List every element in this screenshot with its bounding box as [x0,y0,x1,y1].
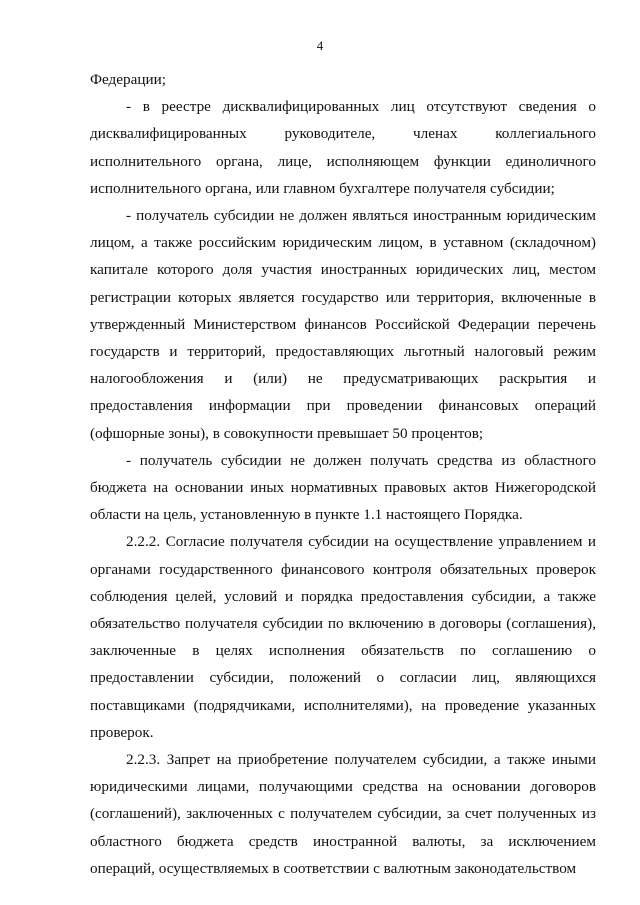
paragraph-foreign-entity: - получатель субсидии не должен являться иностранным юридическим лицом, а также российским юридическим лицом, в уставном (складочном) капитале которого доля участия иностранных юридических лиц, местом регистрации которых является государство или территория, включенные в утвержденный Министерством финансов Российской Федерации перечень государств и территорий, предоставляющих льготный налоговый режим налогообложения и (или) не предусматривающих раскрытия и предоставления информации при проведении финансовых операций (офшорные зоны), в совокупности превышает 50 процентов; [90,207,596,442]
paragraph-2-2-2: 2.2.2. Согласие получателя субсидии на осуществление управлением и органами государственного финансового контроля обязательных проверок соблюдения целей, условий и порядка предоставления субсидии, а также обязательство получателя субсидии по включению в договоры (соглашения), заключенные в целях исполнения обязательств по соглашению о предоставлении субсидии, положений о согласии лиц, являющихся поставщиками (подрядчиками, исполнителями), на проведение указанных проверок. [90,533,596,741]
paragraph-disqualified-registry: - в реестре дисквалифицированных лиц отсутствуют сведения о дисквалифицированных руководителе, членах коллегиального исполнительного органа, лице, исполняющем функции единоличного исполнительного органа, или главном бухгалтере получателя субсидии; [90,98,596,197]
paragraph-2-2-3: 2.2.3. Запрет на приобретение получателем субсидии, а также иными юридическими лицами, получающими средства на основании договоров (соглашений), заключенных с получателем субсидии, за счет полученных из областного бюджета средств иностранной валюты, за исключением операций, осуществляемых в соответствии с валютным законодательством [90,751,596,877]
paragraph-continuation: Федерации; [90,71,166,88]
paragraph-other-funding: - получатель субсидии не должен получать средства из областного бюджета на основании иных нормативных правовых актов Нижегородской области на цель, установленную в пункте 1.1 настоящего Порядка. [90,451,596,524]
page-number: 4 [316,38,324,53]
document-body [90,66,596,882]
